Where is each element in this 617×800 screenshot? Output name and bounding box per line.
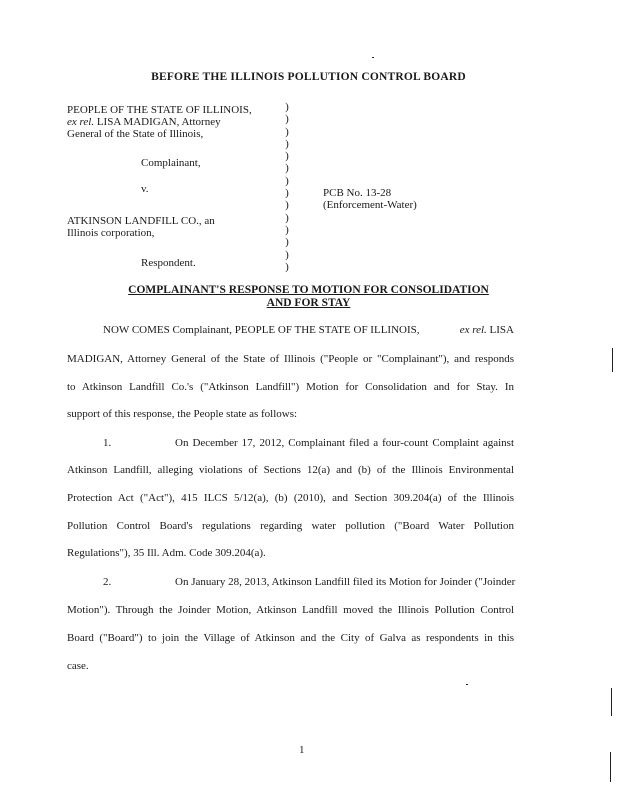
paren: ) [285,125,289,138]
paren: ) [285,199,289,212]
caption-plaintiff-line2-rest: LISA MADIGAN, Attorney [94,116,221,128]
paren: ) [285,187,289,200]
paragraph1-line5: Regulations"), 35 Ill. Adm. Code 309.204(a). [67,547,266,559]
response-title-line1: COMPLAINANT'S RESPONSE TO MOTION FOR CONSOLIDATION [128,284,489,296]
caption-defendant-line1: ATKINSON LANDFILL CO., an [67,215,215,227]
scan-mark [611,688,612,716]
scan-speck [466,684,468,685]
caption-versus: v. [141,183,149,195]
paragraph1-number: 1. [103,437,112,449]
intro-line2: MADIGAN, Attorney General of the State of Illinois ("People or "Complainant"), and responds [67,353,514,365]
intro-line3: to Atkinson Landfill Co.'s ("Atkinson Landfill") Motion for Consolidation and for Stay. In [67,381,514,393]
ex-rel-italic: ex rel. [67,116,95,128]
caption-plaintiff-line1: PEOPLE OF THE STATE OF ILLINOIS, [67,104,252,116]
paren: ) [285,174,289,187]
case-number: PCB No. 13-28 [323,187,392,199]
intro-ex-rel-italic: ex rel. [459,324,487,336]
paragraph2-number: 2. [103,576,112,588]
page-number: 1 [299,744,305,756]
caption-plaintiff-line2 [67,116,221,128]
caption-respondent: Respondent. [141,257,196,269]
intro-line4: support of this response, the People state as follows: [67,408,298,420]
case-type: (Enforcement-Water) [323,199,417,211]
caption-defendant-line2: Illinois corporation, [67,227,155,239]
response-title-line2: AND FOR STAY [266,297,351,309]
paren: ) [285,113,289,126]
paren: ) [285,137,289,150]
scan-mark [612,348,613,372]
intro-line1-b: LISA [489,324,514,336]
paren: ) [285,150,289,163]
caption-plaintiff-line3: General of the State of Illinois, [67,128,204,140]
intro-line1-a: NOW COMES Complainant, PEOPLE OF THE STATE OF ILLINOIS, [103,324,420,336]
paren: ) [285,162,289,175]
scan-mark [610,752,611,782]
response-title [0,284,617,310]
paragraph2-line4: case. [67,660,89,672]
paragraph2-line1: On January 28, 2013, Atkinson Landfill filed its Motion for Joinder ("Joinder [175,576,516,588]
caption-paren-column [283,101,291,273]
paren: ) [285,223,289,236]
intro-line1-end [460,325,514,336]
paren: ) [285,236,289,249]
paren: ) [285,101,289,113]
intro-line1 [103,325,514,336]
paragraph2-line2: Motion"). Through the Joinder Motion, Atkinson Landfill moved the Illinois Pollution Control [67,604,514,616]
paragraph1-line2: Atkinson Landfill, alleging violations of Sections 12(a) and (b) of the Illinois Environmental [67,464,514,476]
paragraph1-line3: Protection Act ("Act"), 415 ILCS 5/12(a), (b) (2010), and Section 309.204(a) of the Illinois [67,492,514,504]
paren: ) [285,248,289,261]
paren: ) [285,260,289,273]
paren: ) [285,211,289,224]
paragraph1-line4: Pollution Control Board's regulations regarding water pollution ("Board Water Pollution [67,520,514,532]
court-title: BEFORE THE ILLINOIS POLLUTION CONTROL BOARD [151,71,466,83]
paragraph1-line1: On December 17, 2012, Complainant filed a four-count Complaint against [175,437,514,449]
caption-complainant: Complainant, [141,157,201,169]
paragraph2-line3: Board ("Board") to join the Village of Atkinson and the City of Galva as respondents in this [67,632,514,644]
scan-speck [372,57,374,58]
